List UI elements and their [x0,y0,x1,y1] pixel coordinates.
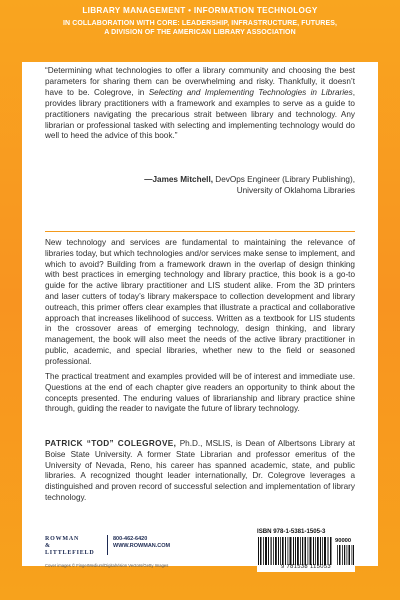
publisher-divider [107,535,108,555]
isbn-barcode-block [257,528,355,572]
quote-attribution [45,175,355,197]
endorsement-quote [45,66,355,142]
price-code: 90000 [335,538,352,544]
quote-author: —James Mitchell, [144,175,213,184]
description-paragraph-2: The practical treatment and examples provided will be of interest and immediate use. Questions at the end of each chapter give readers an opportunity to think about the concepts presented. The enduring values of librarianship and library practice shine through, guiding the reader to navigate the future of library technology. [45,372,355,414]
quoted-book-title: Selecting and Implementing Technologies in Libraries [148,87,353,97]
series-header [0,0,400,37]
publisher-website: WWW.ROWMAN.COM [113,543,171,549]
collaboration-line-2: A DIVISION OF THE AMERICAN LIBRARY ASSOCIATION [104,29,296,36]
author-name: PATRICK “TOD” COLEGROVE, [45,439,177,448]
back-cover-footer [45,528,355,572]
quote-author-institution: University of Oklahoma Libraries [236,185,355,195]
quote-text-end: , provides library practitioners with a framework and examples to serve as a guide to practitioners navigating the precarious strait between library and technology. Any librarian or professional tasked with selecting and implementing technology would do well to heed the advice of this book.” [45,87,355,141]
quote-text-start: “Determining what technologies to offer a library community and choosing the best parameters for sharing them can be overwhelming and risky. Thankfully, it doesn’t have to be. Colegrove, in [45,66,355,97]
author-bio [45,439,355,504]
publisher-phone: 800-462-6420 [113,536,148,542]
collaboration-line-1: IN COLLABORATION WITH CORE: LEADERSHIP, INFRASTRUCTURE, FUTURES, [62,20,338,27]
description-paragraph-1: New technology and services are fundamental to maintaining the relevance of libraries today, but which technologies and/or services make sense to implement, and which to avoid? Building from a framework drawn in the overlap of design thinking with best practices in emerging technology and library practice, this book is a go-to guide for the active library practitioner and LIS student alike. From the 3D printers and laser cutters of today’s library makerspace to collection development and library outreach, this primer offers clear examples that illustrate a practical and collaborative approach that increases likelihood of success. Written as a textbook for LIS students in the crossover areas of emerging technology, design thinking, and library management, the book will also meet the needs of the active library practitioner in public, academic, and special libraries, whether new to the field or seasoned professional. [45,238,355,366]
divider [45,231,355,232]
quote-author-role: DevOps Engineer (Library Publishing), [215,175,355,184]
barcode-number: 9 781538 115053 [281,564,331,570]
series-title: LIBRARY MANAGEMENT • INFORMATION TECHNOLOGY [82,6,318,15]
isbn-label: ISBN 978-1-5381-1505-3 [257,528,326,535]
publisher-contact [113,536,170,550]
author-bio-text: Ph.D., MSLIS, is Dean of Albertsons Library at Boise State University. A former State Librarian and professor emeritus of the University of Nevada, Reno, his career has spanned academic, state, and public libraries. A recognized thought leader internationally, Dr. Colegrove leverages a distinguished and proven record of successful selection and implementation of library technology. [45,439,356,502]
cover-credit: Cover images © FingerMedium/DigitalVision Vectors/Getty Images [45,563,169,568]
publisher-logo: ROWMAN & LITTLEFIELD [45,536,95,556]
